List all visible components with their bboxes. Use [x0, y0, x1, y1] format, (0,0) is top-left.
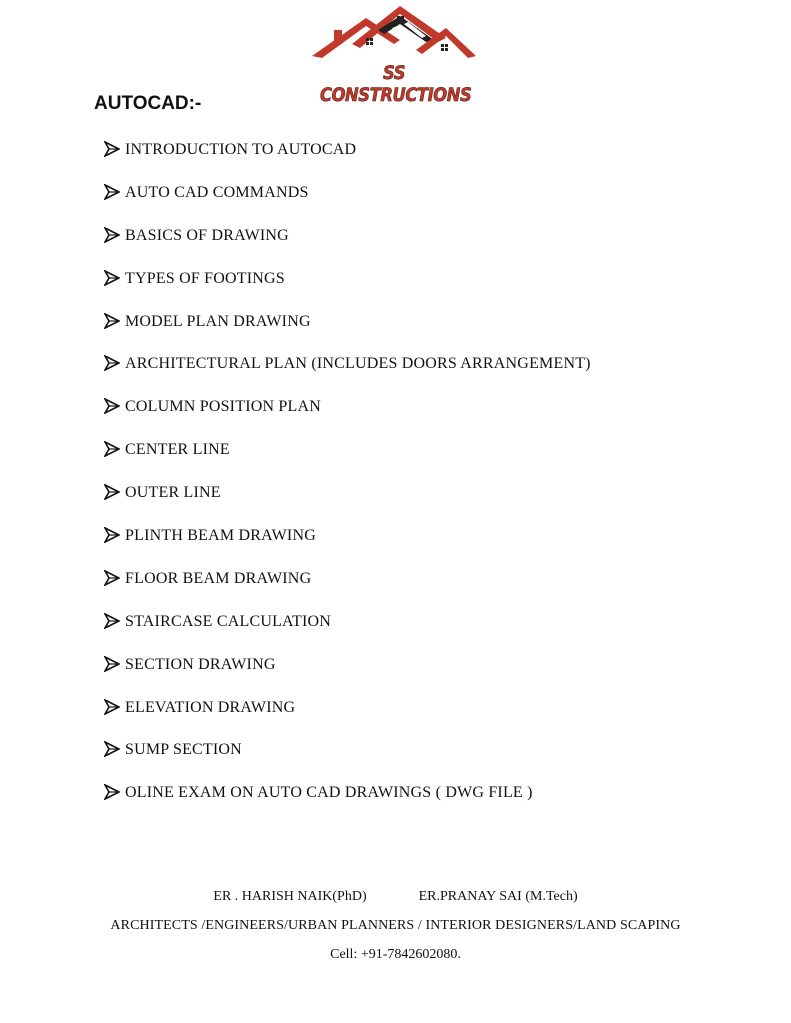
- arrow-bullet-icon: [104, 482, 125, 500]
- company-name: SS CONSTRUCTIONS: [320, 62, 472, 106]
- footer-names: [0, 889, 791, 905]
- author-name-2: ER.PRANAY SAI (M.Tech): [418, 889, 578, 904]
- list-item: [104, 139, 591, 182]
- topic-label: COLUMN POSITION PLAN: [125, 398, 322, 416]
- arrow-bullet-icon: [104, 525, 125, 543]
- arrow-bullet-icon: [104, 739, 125, 757]
- page-heading: AUTOCAD:-: [94, 93, 202, 114]
- topic-label: MODEL PLAN DRAWING: [125, 312, 311, 330]
- list-item: [104, 353, 591, 396]
- arrow-bullet-icon: [104, 225, 125, 243]
- list-item: [104, 482, 591, 525]
- list-item: [104, 525, 591, 568]
- topic-label: OUTER LINE: [125, 484, 221, 502]
- topic-label: SUMP SECTION: [125, 741, 242, 759]
- footer-cell: Cell: +91-7842602080.: [330, 947, 461, 962]
- arrow-bullet-icon: [104, 568, 125, 586]
- arrow-bullet-icon: [104, 611, 125, 629]
- arrow-bullet-icon: [104, 182, 125, 200]
- list-item: [104, 611, 591, 654]
- arrow-bullet-icon: [104, 654, 125, 672]
- list-item: [104, 268, 591, 311]
- footer-roles: ARCHITECTS /ENGINEERS/URBAN PLANNERS / INTERIOR DESIGNERS/LAND SCAPING: [110, 918, 681, 933]
- list-item: [104, 311, 591, 354]
- topic-label: ARCHITECTURAL PLAN (INCLUDES DOORS ARRANGEMENT): [125, 355, 591, 373]
- topic-label: TYPES OF FOOTINGS: [125, 269, 285, 287]
- topic-label: AUTO CAD COMMANDS: [125, 183, 309, 201]
- list-item: [104, 396, 591, 439]
- topic-label: BASICS OF DRAWING: [125, 226, 289, 244]
- list-item: [104, 182, 591, 225]
- arrow-bullet-icon: [104, 782, 125, 800]
- list-item: [104, 739, 591, 782]
- arrow-bullet-icon: [104, 139, 125, 157]
- arrow-bullet-icon: [104, 439, 125, 457]
- arrow-bullet-icon: [104, 268, 125, 286]
- list-item: [104, 697, 591, 740]
- list-item: [104, 654, 591, 697]
- list-item: [104, 439, 591, 482]
- list-item: [104, 782, 591, 825]
- topic-label: INTRODUCTION TO AUTOCAD: [125, 141, 357, 158]
- author-name-1: ER . HARISH NAIK(PhD): [213, 889, 367, 904]
- list-item: [104, 225, 591, 268]
- arrow-bullet-icon: [104, 697, 125, 715]
- topic-label: CENTER LINE: [125, 441, 230, 459]
- topic-label: ELEVATION DRAWING: [125, 698, 296, 716]
- house-roof-icon: [308, 4, 480, 64]
- topic-label: OLINE EXAM ON AUTO CAD DRAWINGS ( DWG FILE ): [125, 784, 533, 802]
- topic-list: [104, 139, 591, 825]
- arrow-bullet-icon: [104, 311, 125, 329]
- topic-label: STAIRCASE CALCULATION: [125, 612, 332, 630]
- company-logo: [308, 4, 480, 106]
- list-item: [104, 568, 591, 611]
- topic-label: FLOOR BEAM DRAWING: [125, 569, 312, 587]
- arrow-bullet-icon: [104, 353, 125, 371]
- arrow-bullet-icon: [104, 396, 125, 414]
- topic-label: PLINTH BEAM DRAWING: [125, 527, 316, 545]
- topic-label: SECTION DRAWING: [125, 655, 276, 673]
